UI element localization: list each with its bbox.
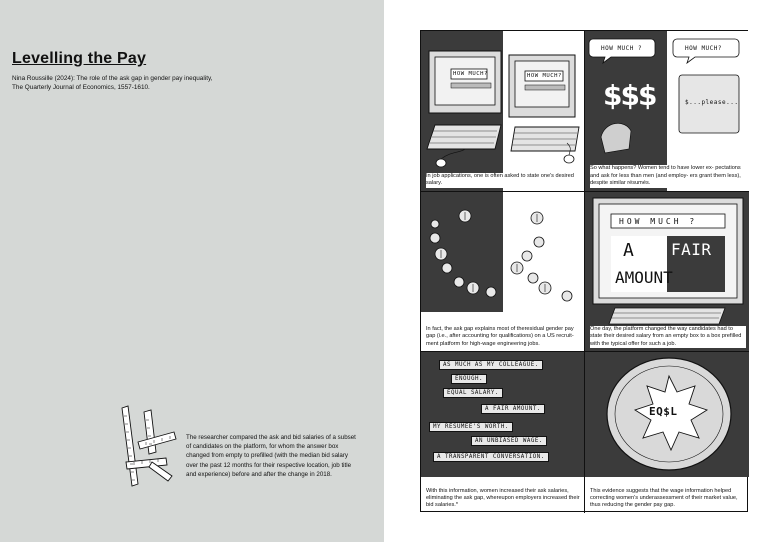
- panel-2: [585, 31, 749, 192]
- page-title: Levelling the Pay: [12, 50, 147, 67]
- right-page: [384, 0, 768, 542]
- panel-2-caption: So what happens? Women tend to have lower ex- pectations and ask for less than men (and employ- ers grant them less), despite similar résumés.: [590, 165, 746, 187]
- panel-5: [421, 352, 585, 513]
- panel-5-caption: With this information, women increased their ask salaries, eliminating the ask gap, whereupon employers increased their bid salaries.*: [426, 487, 580, 509]
- panel-3: [421, 192, 585, 353]
- question-how-much: HOW MUCH ?: [619, 216, 698, 226]
- phrase-6: AN UNBIASED WAGE.: [471, 436, 547, 446]
- panel-6-caption: This evidence suggests that the wage information helped correcting women's underassessment of their market value, thus reducing the gender pay gap.: [590, 488, 746, 510]
- measuring-tapes-illustration: [116, 402, 180, 490]
- phrase-1: AS MUCH AS MY COLLEAGUE.: [439, 360, 543, 370]
- answer-fair: FAIR: [671, 239, 712, 259]
- coin-equal-text: EQ$L: [649, 405, 678, 419]
- panel-6: [585, 352, 749, 513]
- phrase-3: EQUAL SALARY.: [443, 388, 503, 398]
- panel-4-caption: One day, the platform changed the way candidates had to state their desired salary from an empty box to a box prefilled with the typical offer for such a job.: [590, 326, 746, 348]
- answer-amount: AMOUNT: [615, 267, 673, 287]
- researcher-note: The researcher compared the ask and bid salaries of a subset of candidates on the platform, for whom the answer box changed from empty to prefilled (with the median bid salary over the past 12 months for their respective location, job title and experience) before and after the change in 2018.: [186, 434, 356, 478]
- panel-1: [421, 31, 585, 192]
- phrase-5: MY RESUMEE'S WORTH.: [429, 422, 513, 432]
- phrase-4: A FAIR AMOUNT.: [481, 404, 545, 414]
- computers-illustration: [421, 31, 585, 192]
- citation-line-1: Nina Roussille (2024): The role of the ask gap in gender pay inequality,: [12, 75, 213, 82]
- screen-label-left: HOW MUCH?: [453, 71, 488, 77]
- answer-a: A: [623, 239, 635, 261]
- dollar-signs: $$$: [603, 79, 656, 112]
- bubble-right: HOW MUCH?: [685, 45, 723, 52]
- phrase-7: A TRANSPARENT CONVERSATION.: [433, 452, 549, 462]
- panel-4: [585, 192, 749, 353]
- comic-grid: [420, 30, 748, 512]
- citation-line-2: The Quarterly Journal of Economics, 1557-1610.: [12, 84, 150, 91]
- bubble-left: HOW MUCH ?: [601, 45, 643, 52]
- citation: [12, 74, 342, 92]
- panel-1-caption: In job applications, one is often asked to state one's desired salary.: [426, 173, 581, 188]
- phrase-2: ENOUGH.: [451, 374, 487, 384]
- panel-3-caption: In fact, the ask gap explains most of theresidual gender pay gap (i.e., after accounting for qualifications) on a US recruit-ment platform for high-wage engineering jobs.: [426, 326, 581, 348]
- screen-label-right: HOW MUCH?: [527, 73, 562, 79]
- answer-please: $...please...: [685, 99, 739, 106]
